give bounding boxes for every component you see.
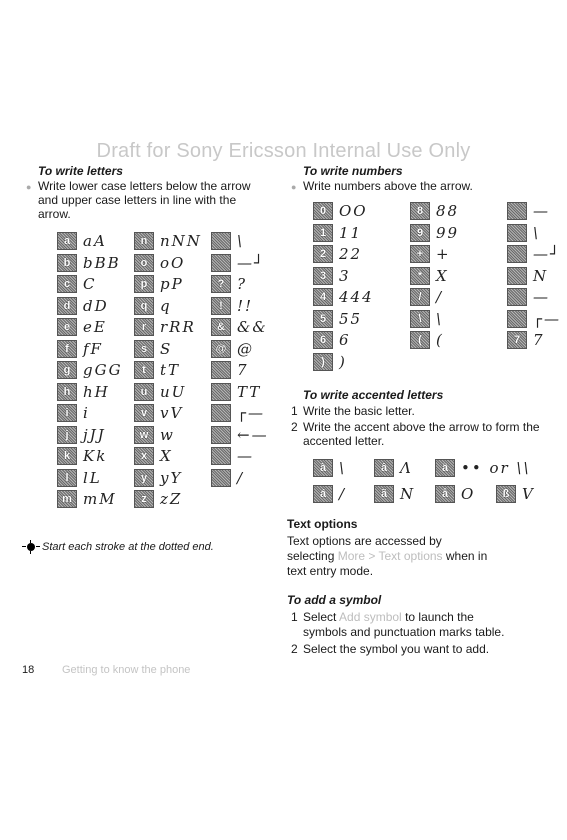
- handwriting-stroke: /: [339, 485, 347, 503]
- letter-cell: [57, 231, 134, 251]
- character-key-icon: à: [313, 459, 333, 477]
- number-cell: [313, 201, 410, 221]
- number-cell: [507, 330, 567, 350]
- letter-cell: [134, 446, 211, 466]
- add-symbol-section: To add a symbol 1 Select Add symbol to launch the symbols and punctuation marks table. 2 Select the symbol you want to add.: [287, 593, 557, 657]
- letter-cell: [211, 468, 288, 488]
- handwriting-stroke: lL: [83, 468, 102, 487]
- letter-cell: [134, 339, 211, 359]
- character-key-icon: x: [134, 447, 154, 465]
- handwriting-stroke: OO: [339, 202, 368, 220]
- letter-cell: [134, 253, 211, 273]
- handwriting-stroke: 22: [339, 245, 363, 263]
- handwriting-stroke: @: [237, 339, 254, 358]
- number-cell: [313, 244, 410, 264]
- handwriting-stroke: gGG: [83, 361, 123, 379]
- handwriting-stroke: uU: [160, 382, 187, 401]
- character-key-icon: /: [410, 288, 430, 306]
- letter-cell: [57, 296, 134, 316]
- character-key-icon: m: [57, 490, 77, 508]
- accent-cell: [313, 458, 374, 478]
- handwriting-stroke: N: [400, 485, 416, 503]
- handwriting-stroke: q: [160, 296, 172, 315]
- letter-cell: [134, 468, 211, 488]
- character-key-icon: [211, 404, 231, 422]
- handwriting-stroke: aA: [83, 232, 107, 250]
- letter-cell: [57, 253, 134, 273]
- character-key-icon: 3: [313, 267, 333, 285]
- letter-cell: [211, 317, 288, 337]
- handwriting-stroke: V: [522, 485, 535, 503]
- character-key-icon: d: [57, 297, 77, 315]
- letter-cell: [134, 360, 211, 380]
- character-key-icon: 9: [410, 224, 430, 242]
- letter-cell: [211, 296, 288, 316]
- tip-text: Start each stroke at the dotted end.: [42, 541, 214, 553]
- handwriting-stroke: w: [160, 425, 175, 444]
- number-cell: [410, 287, 507, 307]
- handwriting-stroke: O: [461, 485, 476, 503]
- letter-cell: [57, 317, 134, 337]
- character-key-icon: *: [410, 267, 430, 285]
- handwriting-stroke: hH: [83, 382, 110, 401]
- handwriting-stroke: Λ: [400, 459, 413, 477]
- letter-cell: [134, 425, 211, 445]
- letters-heading: To write letters: [38, 164, 123, 178]
- add-symbol-heading: To add a symbol: [287, 593, 382, 607]
- character-key-icon: i: [57, 404, 77, 422]
- letters-stroke-grid: [57, 231, 288, 511]
- number-cell: [313, 287, 410, 307]
- character-key-icon: [211, 383, 231, 401]
- number-cell: [313, 352, 410, 372]
- handwriting-stroke: 6: [339, 331, 351, 349]
- handwriting-stroke: i: [83, 404, 90, 422]
- handwriting-stroke: X: [436, 266, 449, 285]
- character-key-icon: g: [57, 361, 77, 379]
- character-key-icon: \: [410, 310, 430, 328]
- letter-cell: [57, 274, 134, 294]
- accented-step-1: Write the basic letter.: [303, 404, 415, 418]
- accent-cell: [496, 484, 557, 504]
- character-key-icon: 8: [410, 202, 430, 220]
- number-cell: [313, 330, 410, 350]
- handwriting-stroke: \: [436, 309, 444, 328]
- handwriting-stroke: !!: [237, 296, 254, 315]
- handwriting-stroke: (: [436, 331, 444, 349]
- character-key-icon: [211, 361, 231, 379]
- character-key-icon: [211, 232, 231, 250]
- character-key-icon: @: [211, 340, 231, 358]
- letter-cell: [211, 360, 288, 380]
- handwriting-stroke: zZ: [160, 490, 183, 508]
- character-key-icon: 2: [313, 245, 333, 263]
- character-key-icon: o: [134, 254, 154, 272]
- accent-cell: [435, 458, 531, 478]
- accented-stroke-grid: [313, 458, 557, 510]
- character-key-icon: k: [57, 447, 77, 465]
- page-number: 18: [22, 664, 35, 676]
- character-key-icon: u: [134, 383, 154, 401]
- letter-cell: [211, 425, 288, 445]
- handwriting-stroke: 444: [339, 288, 374, 306]
- numbers-heading: To write numbers: [303, 164, 403, 178]
- character-key-icon: 7: [507, 331, 527, 349]
- handwriting-stroke: \: [339, 459, 347, 477]
- character-key-icon: l: [57, 469, 77, 487]
- bullet-icon: ●: [291, 182, 297, 192]
- letter-cell: [134, 382, 211, 402]
- handwriting-stroke: oO: [160, 253, 186, 272]
- handwriting-stroke: nNN: [160, 232, 202, 250]
- handwriting-stroke: /: [436, 288, 444, 306]
- handwriting-stroke: 99: [436, 223, 460, 242]
- handwriting-stroke: /: [237, 468, 245, 487]
- letter-cell: [134, 317, 211, 337]
- character-key-icon: 0: [313, 202, 333, 220]
- number-cell: [507, 309, 567, 329]
- handwriting-stroke: pP: [160, 275, 184, 293]
- handwriting-stroke: ┌—: [237, 404, 266, 422]
- character-key-icon: w: [134, 426, 154, 444]
- numbers-section: [287, 164, 557, 194]
- numbers-stroke-grid: [313, 201, 567, 373]
- character-key-icon: [211, 254, 231, 272]
- handwriting-stroke: bBB: [83, 253, 121, 272]
- character-key-icon: å: [435, 485, 455, 503]
- character-key-icon: 4: [313, 288, 333, 306]
- character-key-icon: q: [134, 297, 154, 315]
- handwriting-stroke: 7: [533, 331, 545, 349]
- letters-section: [22, 164, 262, 221]
- dotted-start-icon: [22, 540, 40, 554]
- handwriting-stroke: ?: [237, 275, 248, 293]
- character-key-icon: v: [134, 404, 154, 422]
- handwriting-stroke: rRR: [160, 318, 196, 336]
- letter-cell: [134, 403, 211, 423]
- character-key-icon: ): [313, 353, 333, 371]
- character-key-icon: 5: [313, 310, 333, 328]
- menu-path: More > Text options: [337, 549, 443, 563]
- handwriting-stroke: —: [237, 447, 254, 465]
- letter-cell: [57, 446, 134, 466]
- handwriting-stroke: Kk: [83, 447, 108, 465]
- handwriting-stroke: —┘: [237, 253, 266, 272]
- character-key-icon: 6: [313, 331, 333, 349]
- number-cell: [410, 309, 507, 329]
- letter-cell: [211, 274, 288, 294]
- character-key-icon: z: [134, 490, 154, 508]
- accent-cell: [374, 484, 435, 504]
- handwriting-stroke: yY: [160, 468, 183, 487]
- handwriting-stroke: 3: [339, 266, 351, 285]
- character-key-icon: [211, 426, 231, 444]
- handwriting-stroke: —: [533, 288, 550, 306]
- accent-cell: [374, 458, 435, 478]
- letter-cell: [211, 253, 288, 273]
- letter-cell: [134, 296, 211, 316]
- character-key-icon: n: [134, 232, 154, 250]
- character-key-icon: ã: [374, 485, 394, 503]
- letter-cell: [57, 468, 134, 488]
- number-cell: [410, 223, 507, 243]
- number-cell: [410, 266, 507, 286]
- character-key-icon: [211, 447, 231, 465]
- numbers-instruction: Write numbers above the arrow.: [303, 179, 473, 193]
- handwriting-stroke: dD: [83, 296, 109, 315]
- number-cell: [507, 201, 567, 221]
- number-cell: [313, 223, 410, 243]
- number-cell: [313, 309, 410, 329]
- handwriting-stroke: S: [160, 339, 173, 358]
- letter-cell: [211, 339, 288, 359]
- bullet-icon: ●: [26, 182, 32, 192]
- letter-cell: [211, 382, 288, 402]
- character-key-icon: f: [57, 340, 77, 358]
- handwriting-stroke: 11: [339, 223, 363, 242]
- accented-heading: To write accented letters: [303, 388, 444, 402]
- handwriting-stroke: —: [533, 202, 550, 220]
- handwriting-stroke: C: [83, 275, 97, 293]
- stroke-tip: [22, 540, 214, 554]
- page-footer: [22, 664, 190, 676]
- character-key-icon: [507, 310, 527, 328]
- handwriting-stroke: vV: [160, 404, 184, 422]
- character-key-icon: y: [134, 469, 154, 487]
- character-key-icon: c: [57, 275, 77, 293]
- character-key-icon: [211, 469, 231, 487]
- handwriting-stroke: 55: [339, 309, 363, 328]
- character-key-icon: t: [134, 361, 154, 379]
- handwriting-stroke: \: [237, 232, 245, 250]
- character-key-icon: p: [134, 275, 154, 293]
- number-cell: [507, 287, 567, 307]
- handwriting-stroke: 88: [436, 202, 460, 220]
- letter-cell: [211, 403, 288, 423]
- character-key-icon: ß: [496, 485, 516, 503]
- handwriting-stroke: 7: [237, 361, 249, 379]
- number-cell: [410, 244, 507, 264]
- handwriting-stroke: —┘: [533, 245, 562, 263]
- character-key-icon: &: [211, 318, 231, 336]
- letter-cell: [57, 403, 134, 423]
- text-options-heading: Text options: [287, 517, 358, 531]
- character-key-icon: !: [211, 297, 231, 315]
- character-key-icon: s: [134, 340, 154, 358]
- character-key-icon: [507, 288, 527, 306]
- accent-cell: [496, 458, 557, 478]
- letter-cell: [57, 382, 134, 402]
- watermark: Draft for Sony Ericsson Internal Use Only: [96, 140, 471, 162]
- letter-cell: [57, 425, 134, 445]
- handwriting-stroke: TT: [237, 382, 262, 401]
- handwriting-stroke: \: [533, 223, 541, 242]
- add-symbol-menu: Add symbol: [339, 610, 402, 624]
- character-key-icon: h: [57, 383, 77, 401]
- character-key-icon: [507, 224, 527, 242]
- handwriting-stroke: jJJ: [83, 425, 106, 444]
- letter-cell: [211, 231, 288, 251]
- letters-instruction: Write lower case letters below the arrow and upper case letters in line with the arrow.: [38, 179, 251, 221]
- letter-cell: [134, 274, 211, 294]
- accent-cell: [435, 484, 496, 504]
- handwriting-stroke: ←—: [237, 425, 269, 444]
- character-key-icon: a: [57, 232, 77, 250]
- handwriting-stroke: fF: [83, 339, 103, 358]
- character-key-icon: b: [57, 254, 77, 272]
- character-key-icon: e: [57, 318, 77, 336]
- letter-cell: [57, 489, 134, 509]
- text-options-section: Text options Text options are accessed by selecting More > Text options when in text entry mode.: [287, 517, 557, 579]
- number-cell: [507, 244, 567, 264]
- character-key-icon: +: [410, 245, 430, 263]
- handwriting-stroke: eE: [83, 318, 107, 336]
- character-key-icon: â: [374, 459, 394, 477]
- handwriting-stroke: N: [533, 266, 549, 285]
- number-cell: [313, 266, 410, 286]
- number-cell: [410, 330, 507, 350]
- letter-cell: [211, 446, 288, 466]
- add-symbol-step-2: Select the symbol you want to add.: [303, 642, 490, 656]
- character-key-icon: [507, 267, 527, 285]
- character-key-icon: ?: [211, 275, 231, 293]
- handwriting-stroke: •• or \\: [461, 459, 531, 477]
- character-key-icon: ä: [435, 459, 455, 477]
- character-key-icon: j: [57, 426, 77, 444]
- accented-step-2: Write the accent above the arrow to form the accented letter.: [303, 420, 540, 448]
- letter-cell: [134, 489, 211, 509]
- handwriting-stroke: +: [436, 245, 451, 263]
- character-key-icon: (: [410, 331, 430, 349]
- letter-cell: [134, 231, 211, 251]
- handwriting-stroke: tT: [160, 361, 181, 379]
- number-cell: [410, 201, 507, 221]
- handwriting-stroke: &&: [237, 318, 268, 336]
- character-key-icon: [507, 245, 527, 263]
- number-cell: [507, 223, 567, 243]
- character-key-icon: r: [134, 318, 154, 336]
- handwriting-stroke: ┌—: [533, 309, 562, 328]
- character-key-icon: [507, 202, 527, 220]
- handwriting-stroke: X: [160, 447, 173, 465]
- handwriting-stroke: ): [339, 352, 347, 371]
- letter-cell: [57, 339, 134, 359]
- accent-cell: [313, 484, 374, 504]
- character-key-icon: 1: [313, 224, 333, 242]
- handwriting-stroke: mM: [83, 490, 117, 508]
- character-key-icon: á: [313, 485, 333, 503]
- accented-section: To write accented letters 1 Write the basic letter. 2 Write the accent above the arrow to form the accented letter.: [287, 388, 557, 448]
- letter-cell: [57, 360, 134, 380]
- chapter-title: Getting to know the phone: [62, 664, 191, 676]
- number-cell: [507, 266, 567, 286]
